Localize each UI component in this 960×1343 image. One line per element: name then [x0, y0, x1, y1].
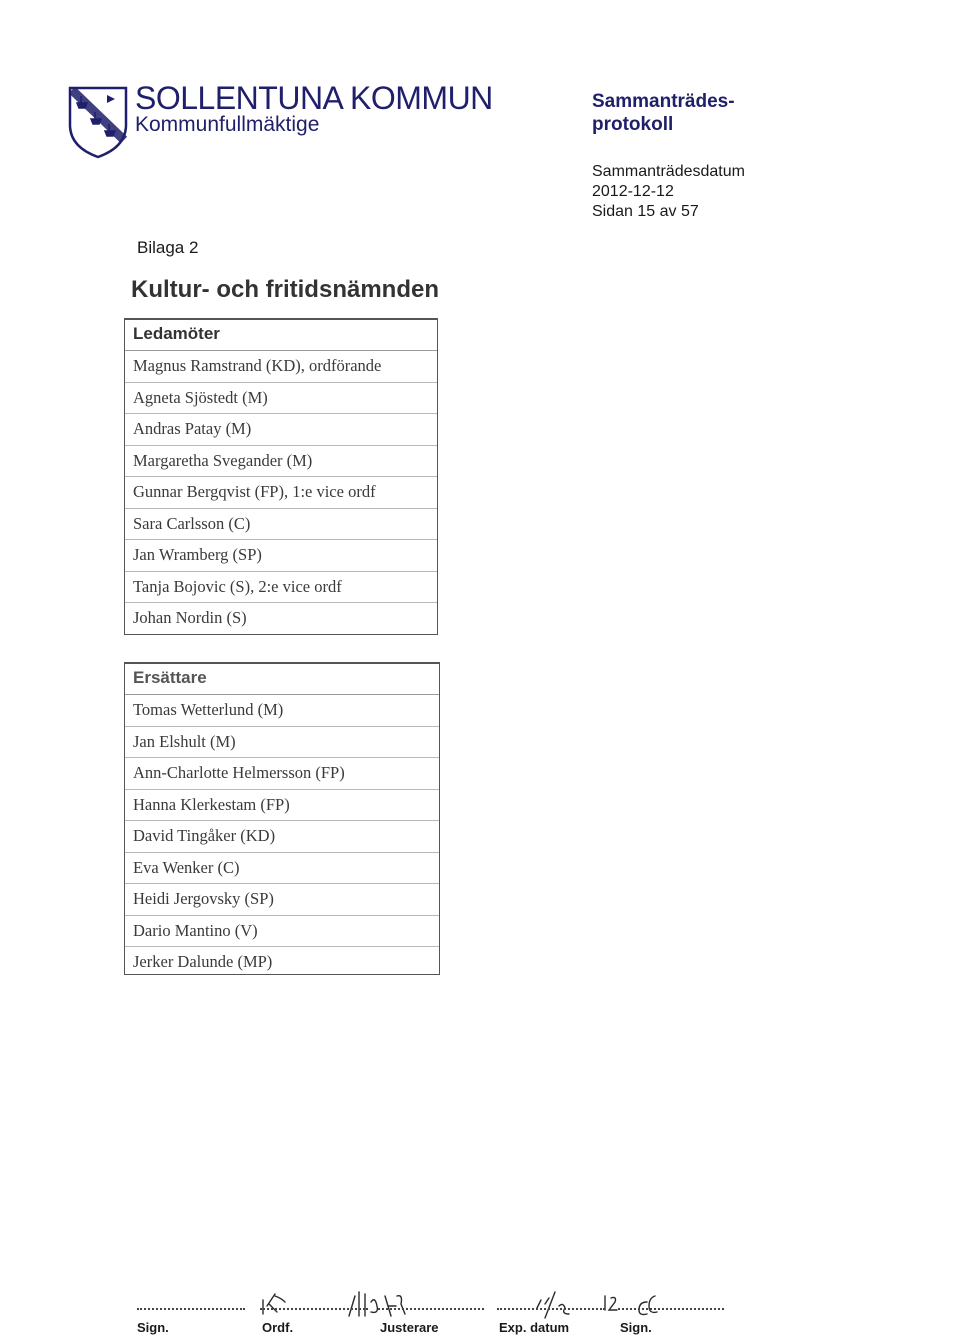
- document-type-line-2: protokoll: [592, 114, 674, 135]
- deputy-row: Ann-Charlotte Helmersson (FP): [125, 758, 439, 790]
- document-type: [592, 90, 792, 136]
- deputy-row: Heidi Jergovsky (SP): [125, 884, 439, 916]
- sign-label-1: Sign.: [137, 1320, 169, 1335]
- handwritten-signatures: [255, 1282, 735, 1322]
- deputy-row: Jerker Dalunde (MP): [133, 952, 273, 971]
- deputies-heading: Ersättare: [125, 664, 439, 695]
- member-row: Agneta Sjöstedt (M): [125, 383, 437, 415]
- members-table: [124, 318, 438, 635]
- organization-body: Kommunfullmäktige: [135, 113, 320, 136]
- ordf-line: [260, 1306, 368, 1310]
- deputy-row: Tomas Wetterlund (M): [125, 695, 439, 727]
- deputies-table: [124, 662, 440, 975]
- municipal-crest-logo: [67, 85, 129, 159]
- meeting-date: 2012-12-12: [592, 183, 674, 200]
- member-row: Gunnar Bergqvist (FP), 1:e vice ordf: [125, 477, 437, 509]
- sign-line-2: [618, 1306, 724, 1310]
- sign-line-1: [137, 1306, 245, 1310]
- member-row: Johan Nordin (S): [133, 608, 247, 627]
- organization-name: SOLLENTUNA KOMMUN: [135, 80, 493, 116]
- page-info: Sidan 15 av 57: [592, 203, 699, 220]
- members-list: [125, 351, 437, 634]
- deputy-row: Hanna Klerkestam (FP): [125, 790, 439, 822]
- sign-label-2: Sign.: [620, 1320, 652, 1335]
- member-row: Magnus Ramstrand (KD), ordförande: [125, 351, 437, 383]
- deputy-row: Eva Wenker (C): [125, 853, 439, 885]
- exp-date-handwriting: [537, 1292, 617, 1318]
- ordf-label: Ordf.: [262, 1320, 294, 1335]
- justerare-label: Justerare: [380, 1320, 439, 1335]
- meeting-date-label: Sammanträdesdatum: [592, 163, 745, 180]
- meeting-meta: [592, 162, 812, 222]
- justerare-line: [378, 1306, 484, 1310]
- committee-title: Kultur- och fritidsnämnden: [131, 276, 439, 303]
- deputies-list: [125, 695, 439, 978]
- member-row: Tanja Bojovic (S), 2:e vice ordf: [125, 572, 437, 604]
- member-row: Andras Patay (M): [125, 414, 437, 446]
- exp-date-label: Exp. datum: [499, 1320, 570, 1335]
- appendix-label: Bilaga 2: [137, 238, 199, 257]
- document-type-line-1: Sammanträdes-: [592, 91, 735, 112]
- member-row: Margaretha Svegander (M): [125, 446, 437, 478]
- members-heading: Ledamöter: [125, 320, 437, 351]
- exp-date-line: [497, 1306, 605, 1310]
- member-row: Sara Carlsson (C): [125, 509, 437, 541]
- justerare-signature: [349, 1292, 405, 1316]
- member-row: Jan Wramberg (SP): [125, 540, 437, 572]
- deputy-row: Jan Elshult (M): [125, 727, 439, 759]
- ordf-signature: [263, 1294, 285, 1314]
- deputy-row: David Tingåker (KD): [125, 821, 439, 853]
- deputy-row: Dario Mantino (V): [125, 916, 439, 948]
